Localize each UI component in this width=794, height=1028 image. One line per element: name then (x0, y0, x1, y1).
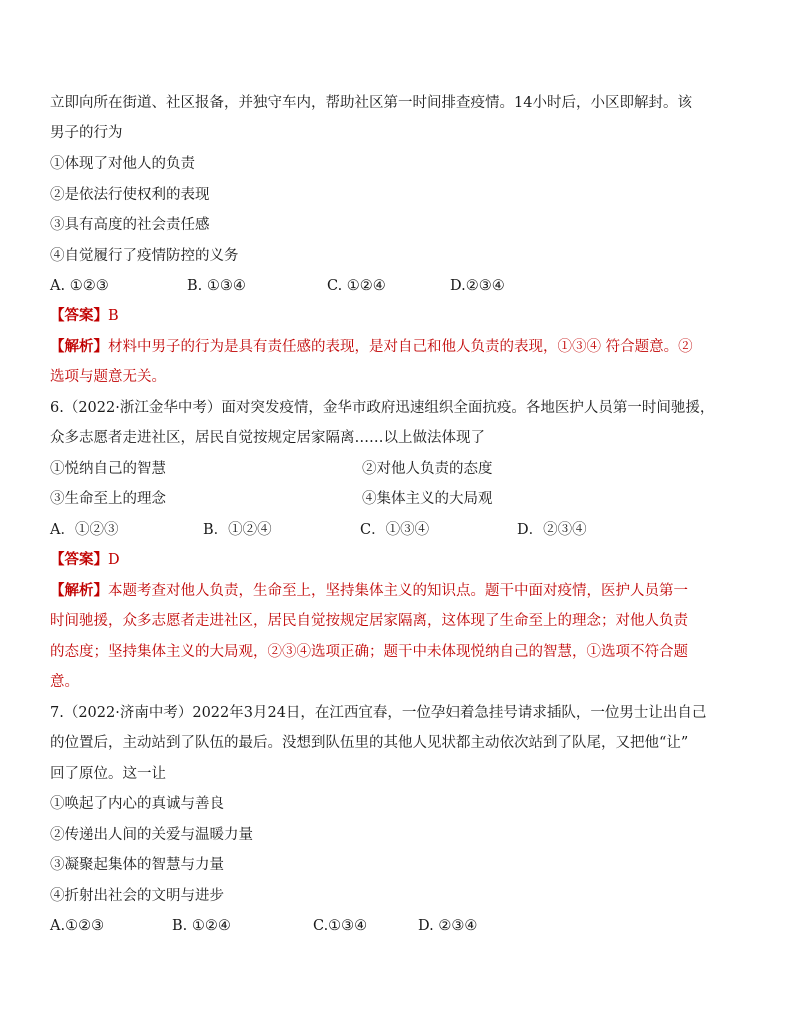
q5-statement-4: ④自觉履行了疫情防控的义务 (50, 248, 239, 264)
q5-option-c: C. ①②④ (327, 278, 386, 294)
q5-analysis-label: 【解析】 (50, 338, 108, 355)
q5-answer (50, 307, 119, 325)
q5-answer-label: 【答案】 (50, 307, 108, 324)
q6-statement-3: ③生命至上的理念 (50, 491, 166, 507)
q5-statement-2: ②是依法行使权利的表现 (50, 187, 210, 203)
q6-statement-4: ④集体主义的大局观 (362, 491, 493, 507)
q6-option-b: B．①②④ (203, 522, 272, 538)
q7-option-d: D. ②③④ (418, 918, 478, 934)
q6-analysis-label: 【解析】 (50, 582, 108, 599)
q6-option-d: D．②③④ (517, 522, 587, 538)
q5-analysis-line-1 (50, 338, 693, 356)
q5-option-b: B. ①③④ (187, 278, 246, 294)
q7-option-b: B. ①②④ (172, 918, 231, 934)
q6-statement-2: ②对他人负责的态度 (362, 461, 493, 477)
q7-option-c: C.①③④ (313, 918, 368, 934)
q6-analysis-line-4: 意。 (50, 674, 79, 690)
q7-statement-1: ①唤起了内心的真诚与善良 (50, 796, 224, 812)
q6-option-c: C．①③④ (360, 522, 430, 538)
q6-answer-value: D (108, 552, 120, 568)
q5-statement-3: ③具有高度的社会责任感 (50, 217, 210, 233)
q7-statement-3: ③凝聚起集体的智慧与力量 (50, 857, 224, 873)
q6-stem-line-1: 6.（2022·浙江金华中考）面对突发疫情，金华市政府迅速组织全面抗疫。各地医护人员第一时间驰援， (50, 400, 715, 416)
q5-option-a: A. ①②③ (50, 278, 109, 294)
q7-stem-line-1: 7.（2022·济南中考）2022年3月24日，在江西宜春，一位孕妇着急挂号请求插队，一位男士让出自己 (50, 705, 707, 721)
q7-option-a: A.①②③ (50, 918, 105, 934)
q7-statement-4: ④折射出社会的文明与进步 (50, 888, 224, 904)
q6-analysis-line-2: 时间驰援，众多志愿者走进社区，居民自觉按规定居家隔离，这体现了生命至上的理念；对他人负责 (50, 613, 688, 629)
q5-answer-value: B (108, 308, 119, 324)
q7-stem-line-3: 回了原位。这一让 (50, 766, 166, 782)
q6-option-a: A．①②③ (50, 522, 119, 538)
q6-stem-line-2: 众多志愿者走进社区，居民自觉按规定居家隔离……以上做法体现了 (50, 430, 485, 446)
q5-stem-line-2: 男子的行为 (50, 125, 123, 141)
q5-option-d: D.②③④ (450, 278, 505, 294)
q5-analysis-text-1: 材料中男子的行为是具有责任感的表现，是对自己和他人负责的表现，①③④ 符合题意。② (108, 339, 693, 355)
q7-stem-line-2: 的位置后，主动站到了队伍的最后。没想到队伍里的其他人见状都主动依次站到了队尾，又把他“让” (50, 735, 689, 751)
q7-statement-2: ②传递出人间的关爱与温暖力量 (50, 827, 253, 843)
q5-analysis-line-2: 选项与题意无关。 (50, 369, 166, 385)
q5-statement-1: ①体现了对他人的负责 (50, 156, 195, 172)
q6-analysis-text-1: 本题考查对他人负责，生命至上，坚持集体主义的知识点。题干中面对疫情，医护人员第一 (108, 583, 688, 599)
q5-stem-line-1: 立即向所在街道、社区报备，并独守车内，帮助社区第一时间排查疫情。14小时后，小区即解封。该 (50, 95, 692, 111)
q6-answer-label: 【答案】 (50, 551, 108, 568)
q6-analysis-line-1 (50, 582, 688, 600)
q6-analysis-line-3: 的态度；坚持集体主义的大局观，②③④选项正确；题干中未体现悦纳自己的智慧，①选项不符合题 (50, 644, 688, 660)
q6-statement-1: ①悦纳自己的智慧 (50, 461, 166, 477)
q6-answer (50, 551, 120, 569)
